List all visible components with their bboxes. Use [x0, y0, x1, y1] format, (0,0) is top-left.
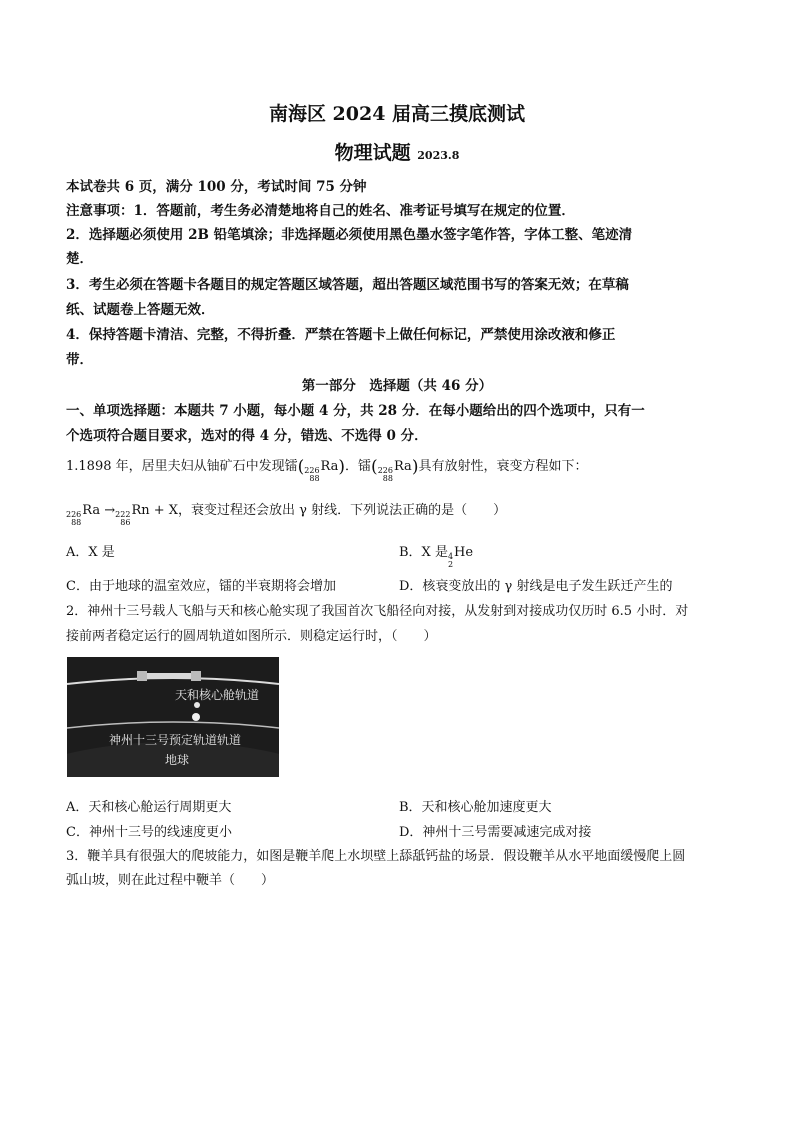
- q3-stem-line1: 3．鞭羊具有很强大的爬坡能力，如图是鞭羊爬上水坝壁上舔舐钙盐的场景．假设鞭羊从水平地面缓慢爬上圆: [66, 849, 686, 864]
- he-nuclide-numbers: [448, 553, 453, 569]
- part1-heading: 第一部分 选择题（共 46 分）: [301, 378, 493, 394]
- q1-question-text: ，衰变过程还会放出 γ 射线．下列说法正确的是（ ）: [178, 503, 507, 518]
- q3-stem-line2: 弧山坡，则在此过程中鞭羊（ ）: [66, 873, 275, 888]
- he-symbol: He: [454, 545, 474, 560]
- ra-symbol: Ra: [393, 459, 412, 474]
- space-station-body: [147, 673, 191, 679]
- reaction-arrow: →: [104, 503, 116, 518]
- ra-nuclide-numbers: [66, 511, 81, 527]
- q2-option-a: A．天和核心舱运行周期更大: [66, 800, 232, 815]
- notice-1: 注意事项：1．答题前，考生务必清楚地将自己的姓名、准考证号填写在规定的位置．: [66, 203, 575, 219]
- notice-2a: 2．选择题必须使用 2B 铅笔填涂；非选择题必须使用黑色墨水签字笔作答，字体工整、笔迹清: [66, 227, 633, 243]
- q1-text-a: 1.1898 年，居里夫妇从铀矿石中发现镭: [66, 459, 298, 474]
- section1-instructions-a: 一、单项选择题：本题共 7 小题，每小题 4 分，共 28 分．在每小题给出的四个选项中，只有一: [66, 403, 645, 419]
- orbit-photo-figure: [67, 657, 279, 777]
- he-mass-number: 4: [447, 552, 454, 561]
- exam-date: 2023.8: [417, 149, 460, 162]
- paren-close: ): [338, 457, 346, 477]
- paren-open: (: [371, 457, 378, 477]
- equation-plus-x: + X: [153, 503, 179, 518]
- earth-label: 地球: [165, 753, 190, 767]
- q2-option-b: B．天和核心舱加速度更大: [399, 800, 552, 815]
- he-atomic-number: 2: [447, 560, 454, 569]
- exam-title: 南海区 2024 届高三摸底测试: [268, 103, 526, 125]
- ra-nuclide-numbers: [304, 467, 319, 483]
- paren-open: (: [297, 457, 305, 477]
- space-station-panel: [191, 671, 201, 681]
- shenzhou-orbit-label: 神州十三号预定轨道轨道: [109, 733, 242, 747]
- exam-subtitle: [0, 138, 794, 165]
- notice-3b: 纸、试题卷上答题无效．: [66, 302, 215, 318]
- q1-option-b-text: B．X 是: [399, 545, 448, 560]
- rn-mass-number: 222: [115, 510, 131, 519]
- rn-atomic-number: 86: [120, 518, 131, 527]
- ra-nuclide-numbers: [378, 467, 393, 483]
- ra-atomic-number: 88: [382, 474, 393, 483]
- q1-text-b: ．镭: [345, 459, 372, 474]
- ra-mass-number: 226: [66, 510, 82, 519]
- notice-3a: 3．考生必须在答题卡各题目的规定答题区域答题，超出答题区域范围书写的答案无效；在草稿: [66, 277, 629, 293]
- notice-4a: 4．保持答题卡清洁、完整，不得折叠．严禁在答题卡上做任何标记，严禁使用涂改液和修正: [66, 327, 616, 343]
- ra-mass-number: 226: [304, 466, 320, 475]
- q2-option-c: C．神州十三号的线速度更小: [66, 825, 232, 840]
- rn-nuclide-numbers: [115, 511, 130, 527]
- ra-atomic-number: 88: [309, 474, 320, 483]
- rn-symbol: Rn: [131, 503, 150, 518]
- q1-option-d: D．核衰变放出的 γ 射线是电子发生跃迁产生的: [399, 579, 673, 594]
- notice-4b: 带．: [66, 352, 93, 368]
- ra-symbol: Ra: [320, 459, 339, 474]
- q1-stem-line1: [66, 455, 587, 483]
- tianhe-orbit-label: 天和核心舱轨道: [175, 688, 260, 702]
- spacecraft-marker: [192, 713, 200, 721]
- q2-stem-line1: 2．神州十三号载人飞船与天和核心舱实现了我国首次飞船径向对接，从发射到对接成功仅历时 6.5 小时．对: [66, 604, 689, 619]
- q2-option-d: D．神州十三号需要减速完成对接: [399, 825, 592, 840]
- intro-line: 本试卷共 6 页，满分 100 分，考试时间 75 分钟: [66, 179, 367, 195]
- section1-instructions-b: 个选项符合题目要求，选对的得 4 分，错选、不选得 0 分．: [66, 428, 428, 444]
- ra-symbol: Ra: [82, 503, 101, 518]
- ra-mass-number: 226: [377, 466, 393, 475]
- q1-option-a: A．X 是: [66, 545, 115, 560]
- space-station-panel: [137, 671, 147, 681]
- q1-decay-equation: [66, 499, 506, 527]
- paren-close: ): [411, 457, 419, 477]
- q1-option-c: C．由于地球的温室效应，镭的半衰期将会增加: [66, 579, 336, 594]
- q1-option-b: [399, 541, 473, 569]
- q2-stem-line2: 接前两者稳定运行的圆周轨道如图所示．则稳定运行时，（ ）: [66, 629, 437, 644]
- subject-title: 物理试题: [334, 142, 411, 164]
- ra-atomic-number: 88: [71, 518, 82, 527]
- q1-text-c: 具有放射性，衰变方程如下：: [418, 459, 588, 474]
- notice-2b: 楚．: [66, 251, 93, 267]
